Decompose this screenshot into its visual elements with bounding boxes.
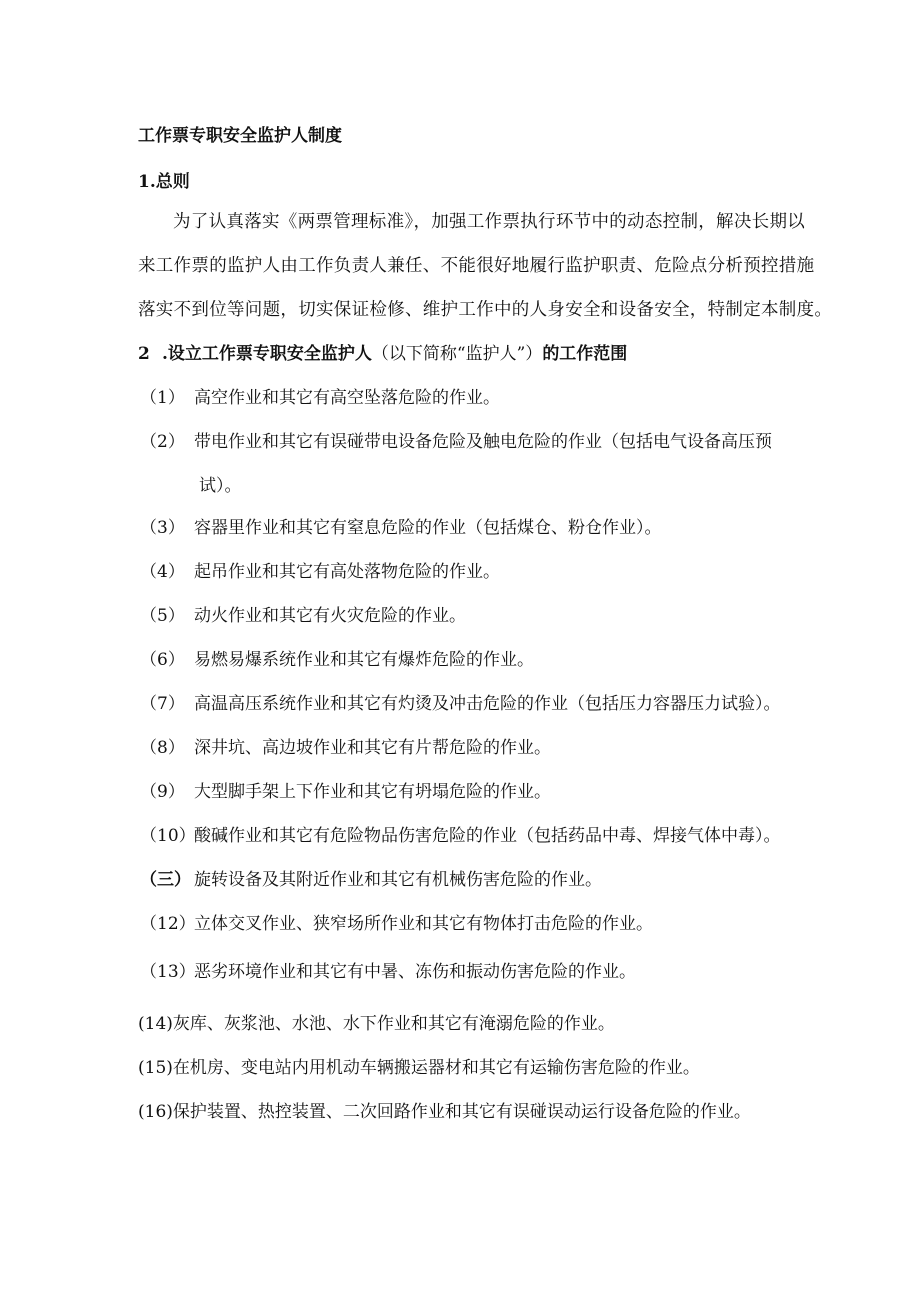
list-item: [140, 561, 500, 583]
list-item: [140, 869, 602, 891]
list-item: [140, 693, 781, 715]
list-item-text: 旋转设备及其附近作业和其它有机械伤害危险的作业。: [194, 870, 602, 890]
list-item: (15)在机房、变电站内用机动车辆搬运器材和其它有运输伤害危险的作业。: [138, 1058, 700, 1078]
list-item-text: 易燃易爆系统作业和其它有爆炸危险的作业。: [194, 650, 534, 670]
section-heading-scope: [138, 343, 627, 365]
paragraph-line: 为了认真落实《两票管理标准》，加强工作票执行环节中的动态控制，解决长期以: [173, 212, 806, 232]
list-item-label: （3）: [140, 518, 185, 538]
list-item: [140, 781, 551, 803]
list-item-text: 酸碱作业和其它有危险物品伤害危险的作业（包括药品中毒、焊接气体中毒）。: [194, 826, 781, 846]
list-item-text: 高温高压系统作业和其它有灼烫及冲击危险的作业（包括压力容器压力试验）。: [194, 694, 781, 714]
list-item-text: 高空作业和其它有高空坠落危险的作业。: [194, 388, 500, 408]
list-item-label: （8）: [140, 738, 185, 758]
list-item: [140, 517, 662, 539]
list-item-label: （6）: [140, 650, 185, 670]
list-item-text: 容器里作业和其它有窒息危险的作业（包括煤仓、粉仓作业）。: [194, 518, 662, 538]
section-heading-general: 1.总则: [138, 172, 190, 192]
list-item: [140, 913, 653, 935]
list-item-label: （4）: [140, 562, 185, 582]
document-title: 工作票专职安全监护人制度: [138, 126, 342, 146]
list-item-text: 带电作业和其它有误碰带电设备危险及触电危险的作业（包括电气设备高压预: [194, 432, 772, 452]
list-item: (14)灰库、灰浆池、水池、水下作业和其它有淹溺危险的作业。: [138, 1014, 615, 1034]
section-heading-text: 的工作范围: [542, 344, 628, 364]
list-item-label: （三）: [140, 870, 191, 890]
list-item-label: （7）: [140, 694, 185, 714]
list-item-label: （12）: [140, 914, 196, 934]
list-item: [140, 737, 551, 759]
list-item-label: （9）: [140, 782, 185, 802]
list-item: [140, 605, 466, 627]
list-item-label: （5）: [140, 606, 185, 626]
list-item: [140, 649, 534, 671]
list-item-text: 起吊作业和其它有高处落物危险的作业。: [194, 562, 500, 582]
list-item-label: （10）: [140, 826, 196, 846]
list-item-text: 动火作业和其它有火灾危险的作业。: [194, 606, 466, 626]
list-item-text: 大型脚手架上下作业和其它有坍塌危险的作业。: [194, 782, 551, 802]
list-item-text: 深井坑、高边坡作业和其它有片帮危险的作业。: [194, 738, 551, 758]
list-item-label: （2）: [140, 432, 185, 452]
list-item: [140, 387, 500, 409]
paragraph-line: 落实不到位等问题，切实保证检修、维护工作中的人身安全和设备安全，特制定本制度。: [138, 300, 833, 320]
section-heading-text: .设立工作票专职安全监护人: [162, 344, 372, 364]
list-item-text: 立体交叉作业、狭窄场所作业和其它有物体打击危险的作业。: [194, 914, 653, 934]
list-item-continuation: 试）。: [199, 476, 242, 496]
paragraph-line: 来工作票的监护人由工作负责人兼任、不能很好地履行监护职责、危险点分析预控措施: [138, 256, 815, 276]
list-item: [140, 961, 636, 983]
list-item-label: （13）: [140, 962, 196, 982]
list-item: [140, 825, 781, 847]
list-item-label: （1）: [140, 388, 185, 408]
section-number: 2: [138, 344, 150, 364]
section-heading-paren: （以下简称“监护人”）: [371, 344, 543, 364]
list-item: [140, 431, 772, 453]
list-item: (16)保护装置、热控装置、二次回路作业和其它有误碰误动运行设备危险的作业。: [138, 1102, 751, 1122]
list-item-text: 恶劣环境作业和其它有中暑、冻伤和振动伤害危险的作业。: [194, 962, 636, 982]
